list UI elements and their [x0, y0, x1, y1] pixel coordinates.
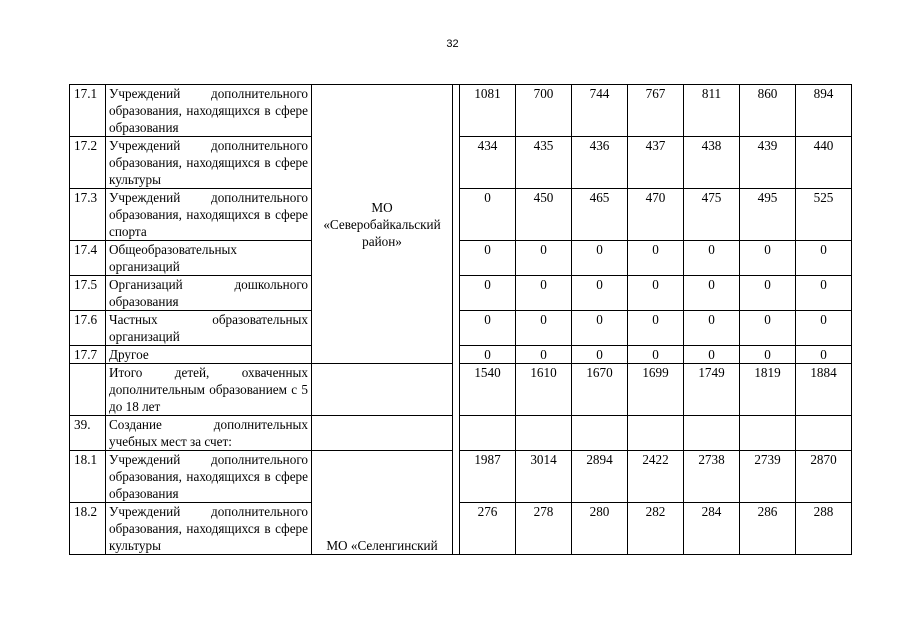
value-cell: 744 [572, 85, 628, 137]
value-cell: 0 [628, 241, 684, 276]
value-cell: 0 [684, 276, 740, 311]
value-cell: 700 [516, 85, 572, 137]
row-number [70, 364, 106, 416]
value-cell: 0 [572, 276, 628, 311]
value-cell: 0 [796, 241, 852, 276]
value-cell [572, 416, 628, 451]
municipality-cell-empty [312, 364, 453, 416]
value-cell: 1081 [460, 85, 516, 137]
value-cell: 0 [628, 346, 684, 364]
value-cell: 470 [628, 189, 684, 241]
value-cell: 280 [572, 503, 628, 555]
value-cell: 0 [796, 276, 852, 311]
row-description: Учреждений дополнительного образования, находящихся в сфере образования [106, 85, 312, 137]
table-row [70, 85, 852, 137]
row-description: Учреждений дополнительного образования, находящихся в сфере культуры [106, 503, 312, 555]
value-cell: 1670 [572, 364, 628, 416]
value-cell: 2894 [572, 451, 628, 503]
value-cell: 0 [684, 346, 740, 364]
value-cell: 1749 [684, 364, 740, 416]
value-cell: 450 [516, 189, 572, 241]
value-cell: 1699 [628, 364, 684, 416]
row-description: Организаций дошкольного образования [106, 276, 312, 311]
row-number: 17.2 [70, 137, 106, 189]
table-row [70, 451, 852, 503]
value-cell: 495 [740, 189, 796, 241]
table-row [70, 503, 852, 555]
value-cell: 475 [684, 189, 740, 241]
value-cell: 276 [460, 503, 516, 555]
value-cell: 0 [740, 311, 796, 346]
row-number: 17.3 [70, 189, 106, 241]
value-cell: 1610 [516, 364, 572, 416]
municipality-cell-empty [312, 416, 453, 451]
value-cell: 439 [740, 137, 796, 189]
value-cell: 1987 [460, 451, 516, 503]
value-cell: 0 [796, 311, 852, 346]
spacer-column [453, 85, 460, 555]
value-cell: 894 [796, 85, 852, 137]
value-cell [740, 416, 796, 451]
value-cell: 278 [516, 503, 572, 555]
value-cell: 0 [460, 189, 516, 241]
row-description: Итого детей, охваченных дополнительным образованием с 5 до 18 лет [106, 364, 312, 416]
value-cell: 1884 [796, 364, 852, 416]
row-number: 17.4 [70, 241, 106, 276]
value-cell: 0 [628, 311, 684, 346]
row-number: 18.2 [70, 503, 106, 555]
row-number: 17.1 [70, 85, 106, 137]
value-cell: 288 [796, 503, 852, 555]
row-description: Учреждений дополнительного образования, находящихся в сфере образования [106, 451, 312, 503]
value-cell: 2422 [628, 451, 684, 503]
row-description: Частных образовательных организаций [106, 311, 312, 346]
value-cell [684, 416, 740, 451]
value-cell [516, 416, 572, 451]
page-number: 32 [446, 38, 459, 50]
municipality-cell: МО «Селенгинский [312, 451, 453, 555]
row-number: 17.6 [70, 311, 106, 346]
value-cell: 811 [684, 85, 740, 137]
value-cell [628, 416, 684, 451]
value-cell [796, 416, 852, 451]
row-description: Другое [106, 346, 312, 364]
value-cell: 282 [628, 503, 684, 555]
row-number: 18.1 [70, 451, 106, 503]
row-description: Создание дополнительных учебных мест за счет: [106, 416, 312, 451]
table-row [70, 137, 852, 189]
data-table [69, 84, 852, 555]
value-cell: 2738 [684, 451, 740, 503]
value-cell: 0 [684, 311, 740, 346]
value-cell: 860 [740, 85, 796, 137]
table-row [70, 346, 852, 364]
table-row [70, 189, 852, 241]
value-cell: 0 [460, 311, 516, 346]
value-cell: 440 [796, 137, 852, 189]
value-cell: 0 [740, 276, 796, 311]
value-cell: 0 [516, 241, 572, 276]
table-row [70, 276, 852, 311]
row-number: 17.7 [70, 346, 106, 364]
value-cell: 0 [740, 241, 796, 276]
value-cell: 437 [628, 137, 684, 189]
row-description: Учреждений дополнительного образования, находящихся в сфере спорта [106, 189, 312, 241]
value-cell: 0 [460, 346, 516, 364]
value-cell: 0 [516, 276, 572, 311]
value-cell: 1540 [460, 364, 516, 416]
value-cell [460, 416, 516, 451]
value-cell: 0 [572, 346, 628, 364]
value-cell: 0 [628, 276, 684, 311]
row-description: Учреждений дополнительного образования, находящихся в сфере культуры [106, 137, 312, 189]
value-cell: 0 [516, 346, 572, 364]
value-cell: 465 [572, 189, 628, 241]
row-number: 17.5 [70, 276, 106, 311]
value-cell: 0 [516, 311, 572, 346]
value-cell: 2739 [740, 451, 796, 503]
row-description: Общеобразовательных организаций [106, 241, 312, 276]
value-cell: 435 [516, 137, 572, 189]
value-cell: 284 [684, 503, 740, 555]
table-row [70, 416, 852, 451]
value-cell: 0 [796, 346, 852, 364]
value-cell: 436 [572, 137, 628, 189]
value-cell: 0 [572, 311, 628, 346]
table-row [70, 364, 852, 416]
row-number: 39. [70, 416, 106, 451]
value-cell: 767 [628, 85, 684, 137]
table-row [70, 311, 852, 346]
value-cell: 1819 [740, 364, 796, 416]
municipality-cell: МО «Северобайкальский район» [312, 85, 453, 364]
value-cell: 438 [684, 137, 740, 189]
value-cell: 286 [740, 503, 796, 555]
table-row [70, 241, 852, 276]
value-cell: 0 [460, 276, 516, 311]
value-cell: 2870 [796, 451, 852, 503]
value-cell: 525 [796, 189, 852, 241]
value-cell: 434 [460, 137, 516, 189]
value-cell: 0 [572, 241, 628, 276]
value-cell: 0 [740, 346, 796, 364]
table-body [70, 85, 852, 555]
value-cell: 3014 [516, 451, 572, 503]
value-cell: 0 [684, 241, 740, 276]
value-cell: 0 [460, 241, 516, 276]
